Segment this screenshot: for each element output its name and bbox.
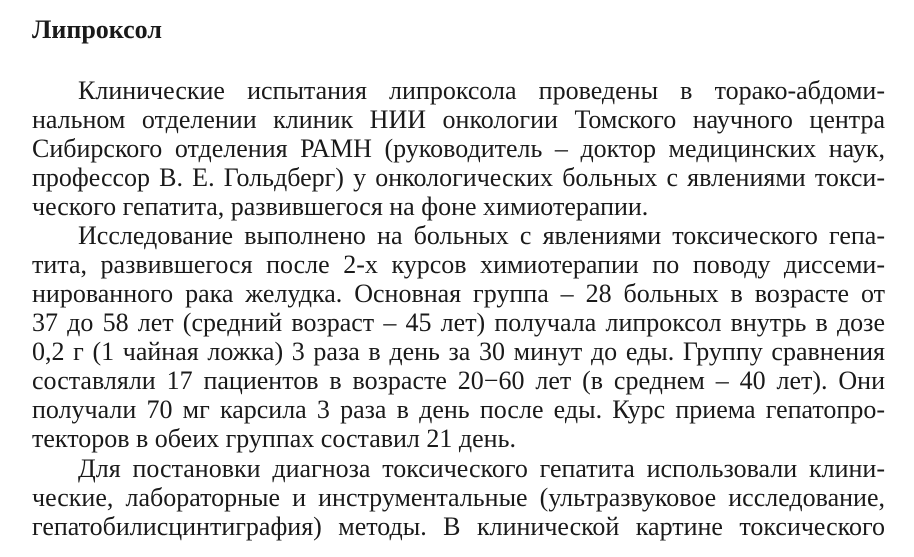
paragraph-2-line-4: 37 до 58 лет (средний возраст – 45 лет) получала липроксол внутрь в дозе — [32, 308, 885, 337]
paragraph-1-line-1: Клинические испытания липроксола проведены в торако-абдоми- — [78, 76, 885, 105]
paragraph-3-line-2: ческие, лабораторные и инструментальные (ультразвуковое исследование, — [32, 483, 885, 512]
paragraph-2-line-5: 0,2 г (1 чайная ложка) 3 раза в день за 30 минут до еды. Группу сравнения — [32, 337, 885, 366]
paragraph-3-line-3: гепатобилисцинтиграфия) методы. В клинической картине токсического — [32, 512, 885, 541]
paragraph-1-line-4: профессор В. Е. Гольдберг) у онкологических больных с явлениями токси- — [32, 163, 885, 192]
paragraph-2-line-6: составляли 17 пациентов в возрасте 20−60 лет (в среднем – 40 лет). Они — [32, 366, 885, 395]
paragraph-1-line-2: нальном отделении клиник НИИ онкологии Томского научного центра — [32, 105, 885, 134]
paragraph-2-line-1: Исследование выполнено на больных с явлениями токсического гепа- — [78, 221, 885, 250]
paragraph-2-line-3: нированного рака желудка. Основная группа – 28 больных в возрасте от — [32, 279, 885, 308]
paragraph-2-line-2: тита, развившегося после 2-х курсов химиотерапии по поводу диссеми- — [32, 250, 885, 279]
paragraph-1-line-3: Сибирского отделения РАМН (руководитель – доктор медицинских наук, — [32, 134, 885, 163]
paragraph-3-line-1: Для постановки диагноза токсического гепатита использовали клини- — [78, 454, 885, 483]
paragraph-1-line-5: ческого гепатита, развившегося на фоне химиотерапии. — [32, 192, 649, 221]
document-heading: Липроксол — [32, 15, 162, 44]
paragraph-2-line-7: получали 70 мг карсила 3 раза в день после еды. Курс приема гепатопро- — [32, 395, 885, 424]
paragraph-2-line-8: текторов в обеих группах составил 21 день. — [32, 424, 516, 453]
